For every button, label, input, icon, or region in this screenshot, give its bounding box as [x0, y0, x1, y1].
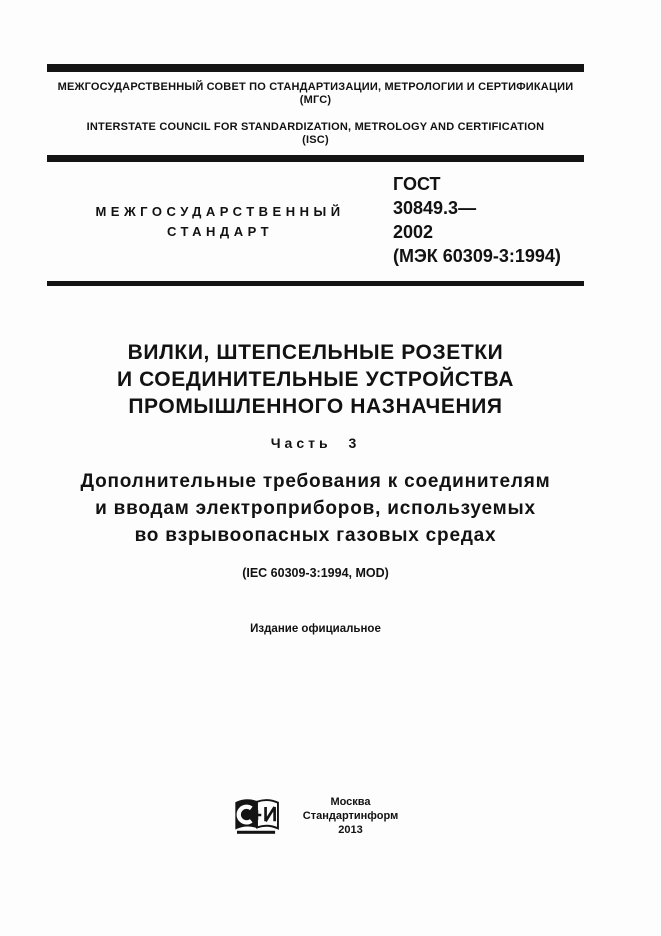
designation-line4: (МЭК 60309-3:1994): [393, 246, 561, 266]
standard-designation: [393, 172, 584, 272]
title-line3: ПРОМЫШЛЕННОГО НАЗНАЧЕНИЯ: [128, 395, 503, 418]
imprint-publisher: Стандартинформ: [302, 810, 399, 822]
imprint-text: [303, 795, 398, 837]
subtitle-line3: во взрывоопасных газовых средах: [134, 525, 497, 546]
edition-note: Издание официальное: [250, 623, 381, 635]
top-rule: [47, 64, 584, 72]
standard-designation-band: [47, 162, 584, 281]
document-subtitle: [47, 468, 584, 549]
part-label: Часть 3: [270, 435, 361, 451]
designation-line1: ГОСТ: [393, 174, 441, 194]
spacer: [47, 107, 584, 121]
council-abbr-en: (ISC): [302, 134, 329, 146]
standard-type-line1: МЕЖГОСУДАРСТВЕННЫЙ: [95, 204, 345, 219]
middle-rule: [47, 155, 584, 162]
document-title: [47, 339, 584, 420]
standartinform-logo-icon: [233, 796, 281, 836]
designation-line3: 2002: [393, 222, 434, 242]
title-line2: И СОЕДИНИТЕЛЬНЫЕ УСТРОЙСТВА: [116, 368, 515, 391]
imprint-year: 2013: [338, 824, 363, 836]
standard-type-label: [47, 172, 393, 272]
adoption-note: (IEC 60309-3:1994, MOD): [242, 566, 389, 580]
council-name-en: INTERSTATE COUNCIL FOR STANDARDIZATION, METROLOGY AND CERTIFICATION: [86, 121, 545, 133]
cover-content: [47, 0, 584, 837]
title-line1: ВИЛКИ, ШТЕПСЕЛЬНЫЕ РОЗЕТКИ: [127, 341, 504, 364]
bottom-rule: [47, 281, 584, 286]
subtitle-line1: Дополнительные требования к соединителям: [80, 471, 551, 492]
council-name-ru: МЕЖГОСУДАРСТВЕННЫЙ СОВЕТ ПО СТАНДАРТИЗАЦИИ, МЕТРОЛОГИИ И СЕРТИФИКАЦИИ: [57, 81, 574, 93]
council-header: [47, 72, 584, 155]
subtitle-line2: и вводам электроприборов, используемых: [95, 498, 536, 519]
imprint-city: Москва: [330, 796, 371, 808]
imprint-block: [47, 795, 584, 837]
council-abbr-ru: (МГС): [299, 94, 332, 106]
designation-line2: 30849.3—: [393, 198, 477, 218]
standard-type-line2: СТАНДАРТ: [166, 224, 274, 239]
